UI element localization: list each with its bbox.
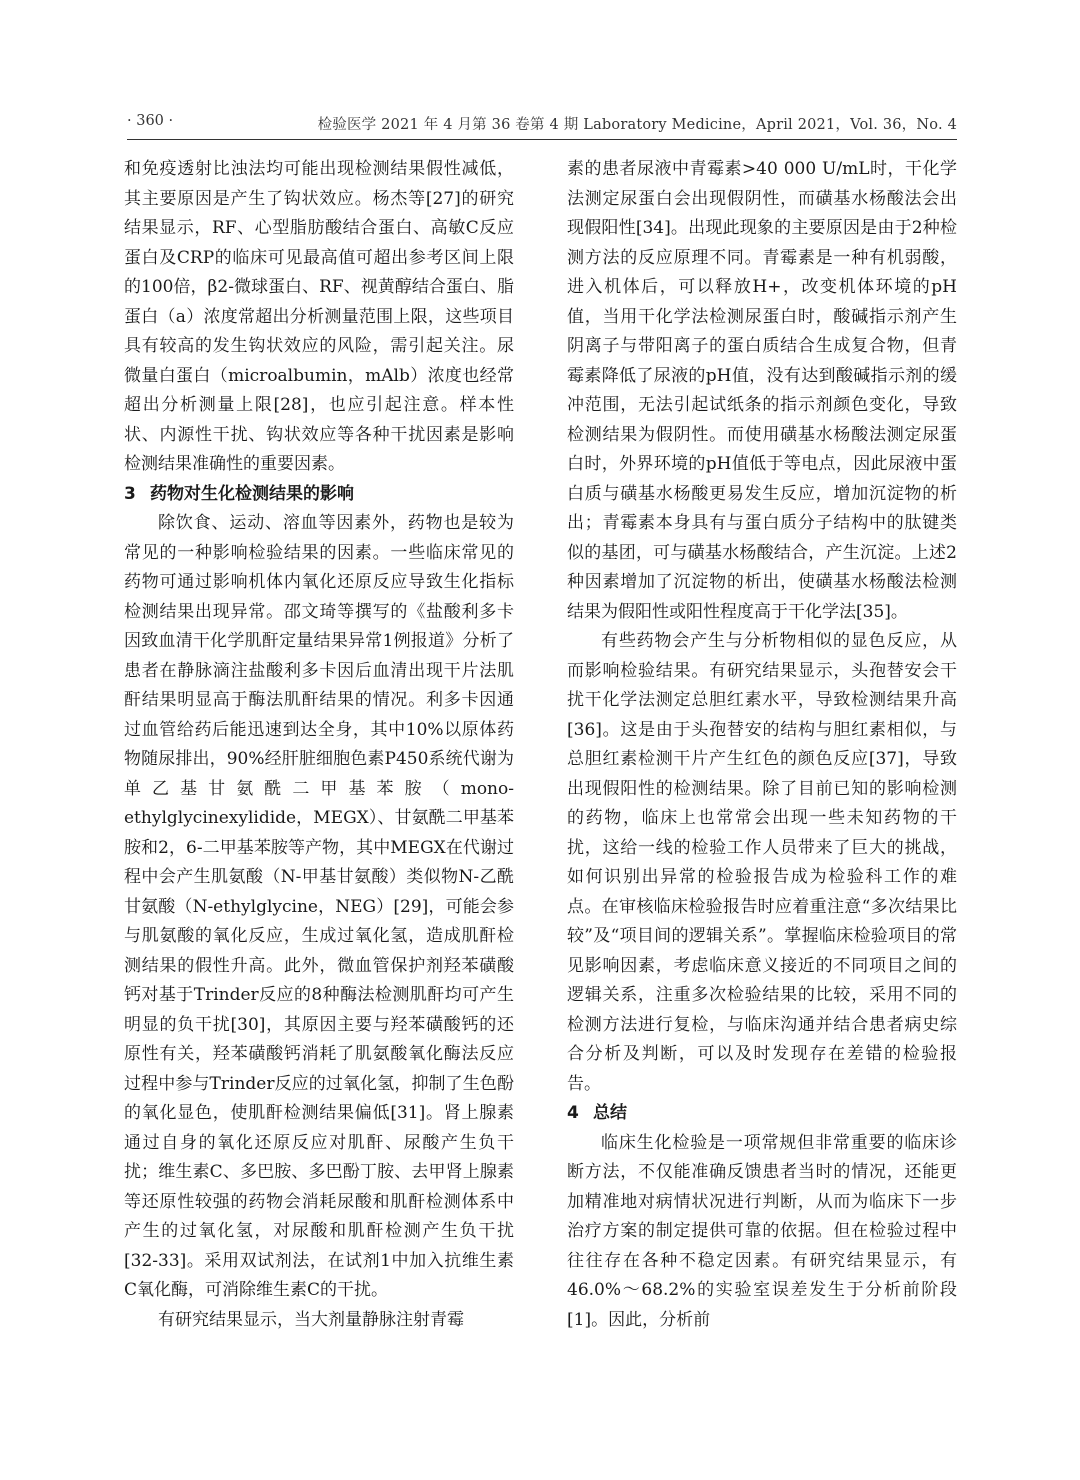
body-paragraph: 有研究结果显示，当大剂量静脉注射青霉 [158, 1309, 464, 1330]
body-paragraph: 临床生化检验是一项常规但非常重要的临床诊断方法，不仅能准确反馈患者当时的情况，还能更加精准地对病情状况进行判断，从而为临床下一步治疗方案的制定提供可靠的依据。但在检验过程中往往存在各种不稳定因素。有研究结果显示，有46.0%～68.2%的实验室误差发生于分析前阶段[1]。因此，分析前 [567, 1132, 957, 1330]
body-paragraph: 有些药物会产生与分析物相似的显色反应，从而影响检验结果。有研究结果显示，头孢替安会干扰干化学法测定总胆红素水平，导致检测结果升高[36]。这是由于头孢替安的结构与胆红素相似，与总胆红素检测干片产生红色的颜色反应[37]，导致出现假阳性的检测结果。除了目前已知的影响检测的药物，临床上也常常会出现一些未知药物的干扰，这给一线的检验工作人员带来了巨大的挑战，如何识别出异常的检验报告成为检验科工作的难点。在审核临床检验报告时应着重注意“多次结果比较”及“项目间的逻辑关系”。掌握临床检验项目的常见影响因素，考虑临床意义接近的不同项目之间的逻辑关系，注重多次检验结果的比较，采用不同的检测方法进行复检，与临床沟通并结合患者病史综合分析及判断，可以及时发现存在差错的检验报告。 [567, 631, 957, 1094]
body-paragraph: 和免疫透射比浊法均可能出现检测结果假性减低，其主要原因是产生了钩状效应。杨杰等[27]的研究结果显示，RF、心型脂肪酸结合蛋白、高敏C反应蛋白及CRP的临床可见最高值可超出参考区间上限的100倍，β2-微球蛋白、RF、视黄醇结合蛋白、脂蛋白（a）浓度常超出分析测量范围上限，这些项目具有较高的发生钩状效应的风险，需引起关注。尿微量白蛋白（microalbumin，mAlb）浓度也经常超出分析测量上限[28]，也应引起注意。样本性状、内源性干扰、钩状效应等各种干扰因素是影响检测结果准确性的重要因素。 [124, 159, 514, 474]
right-column [567, 155, 957, 1335]
section-heading [567, 1099, 957, 1129]
header-rule [127, 139, 957, 140]
body-paragraph: 除饮食、运动、溶血等因素外，药物也是较为常见的一种影响检验结果的因素。一些临床常见的药物可通过影响机体内氧化还原反应导致生化指标检测结果出现异常。邵文琦等撰写的《盐酸利多卡因致血清干化学肌酐定量结果异常1例报道》分析了患者在静脉滴注盐酸利多卡因后血清出现干片法肌酐结果明显高于酶法肌酐结果的情况。利多卡因通过血管给药后能迅速到达全身，其中10%以原体药物随尿排出，90%经肝脏细胞色素P450系统代谢为单乙基甘氨酰二甲基苯胺（mono-ethylglycinexylidide，MEGX）、甘氨酰二甲基苯胺和2，6-二甲基苯胺等产物，其中MEGX在代谢过程中会产生肌氨酸（N-甲基甘氨酸）类似物N-乙酰甘氨酸（N-ethylglycine，NEG）[29]，可能会参与肌氨酸的氧化反应，生成过氧化氢，造成肌酐检测结果的假性升高。此外，微血管保护剂羟苯磺酸钙对基于Trinder反应的8种酶法检测肌酐均可产生明显的负干扰[30]，其原因主要与羟苯磺酸钙的还原性有关，羟苯磺酸钙消耗了肌氨酸氧化酶法反应过程中参与Trinder反应的过氧化氢，抑制了生色酚的氧化显色，使肌酐检测结果偏低[31]。肾上腺素通过自身的氧化还原反应对肌酐、尿酸产生负干扰；维生素C、多巴胺、多巴酚丁胺、去甲肾上腺素等还原性较强的药物会消耗尿酸和肌酐检测体系中产生的过氧化氢，对尿酸和肌酐检测产生负干扰[32-33]。采用双试剂法，在试剂1中加入抗维生素C氧化酶，可消除维生素C的干扰。 [124, 513, 514, 1300]
page-number: · 360 · [127, 113, 174, 129]
section-title: 总结 [593, 1103, 627, 1123]
section-number: 4 [567, 1103, 579, 1123]
journal-citation: 检验医学 2021 年 4 月第 36 卷第 4 期 Laboratory Medicine，April 2021，Vol. 36，No. 4 [317, 117, 957, 133]
section-heading [124, 480, 514, 510]
section-number: 3 [124, 483, 136, 504]
body-paragraph: 素的患者尿液中青霉素>40 000 U/mL时，干化学法测定尿蛋白会出现假阴性，而磺基水杨酸法会出现假阳性[34]。出现此现象的主要原因是由于2种检测方法的反应原理不同。青霉素是一种有机弱酸，进入机体后，可以释放H+，改变机体环境的pH值，当用干化学法检测尿蛋白时，酸碱指示剂产生阴离子与带阳离子的蛋白质结合生成复合物，但青霉素降低了尿液的pH值，没有达到酸碱指示剂的缓冲范围，无法引起试纸条的指示剂颜色变化，导致检测结果为假阴性。而使用磺基水杨酸法测定尿蛋白时，外界环境的pH值低于等电点，因此尿液中蛋白质与磺基水杨酸更易发生反应，增加沉淀物的析出；青霉素本身具有与蛋白质分子结构中的肽键类似的基团，可与磺基水杨酸结合，产生沉淀。上述2种因素增加了沉淀物的析出，使磺基水杨酸法检测结果为假阳性或阳性程度高于干化学法[35]。 [567, 159, 957, 622]
left-column [124, 155, 514, 1335]
running-header [127, 113, 957, 135]
section-title: 药物对生化检测结果的影响 [150, 483, 354, 504]
